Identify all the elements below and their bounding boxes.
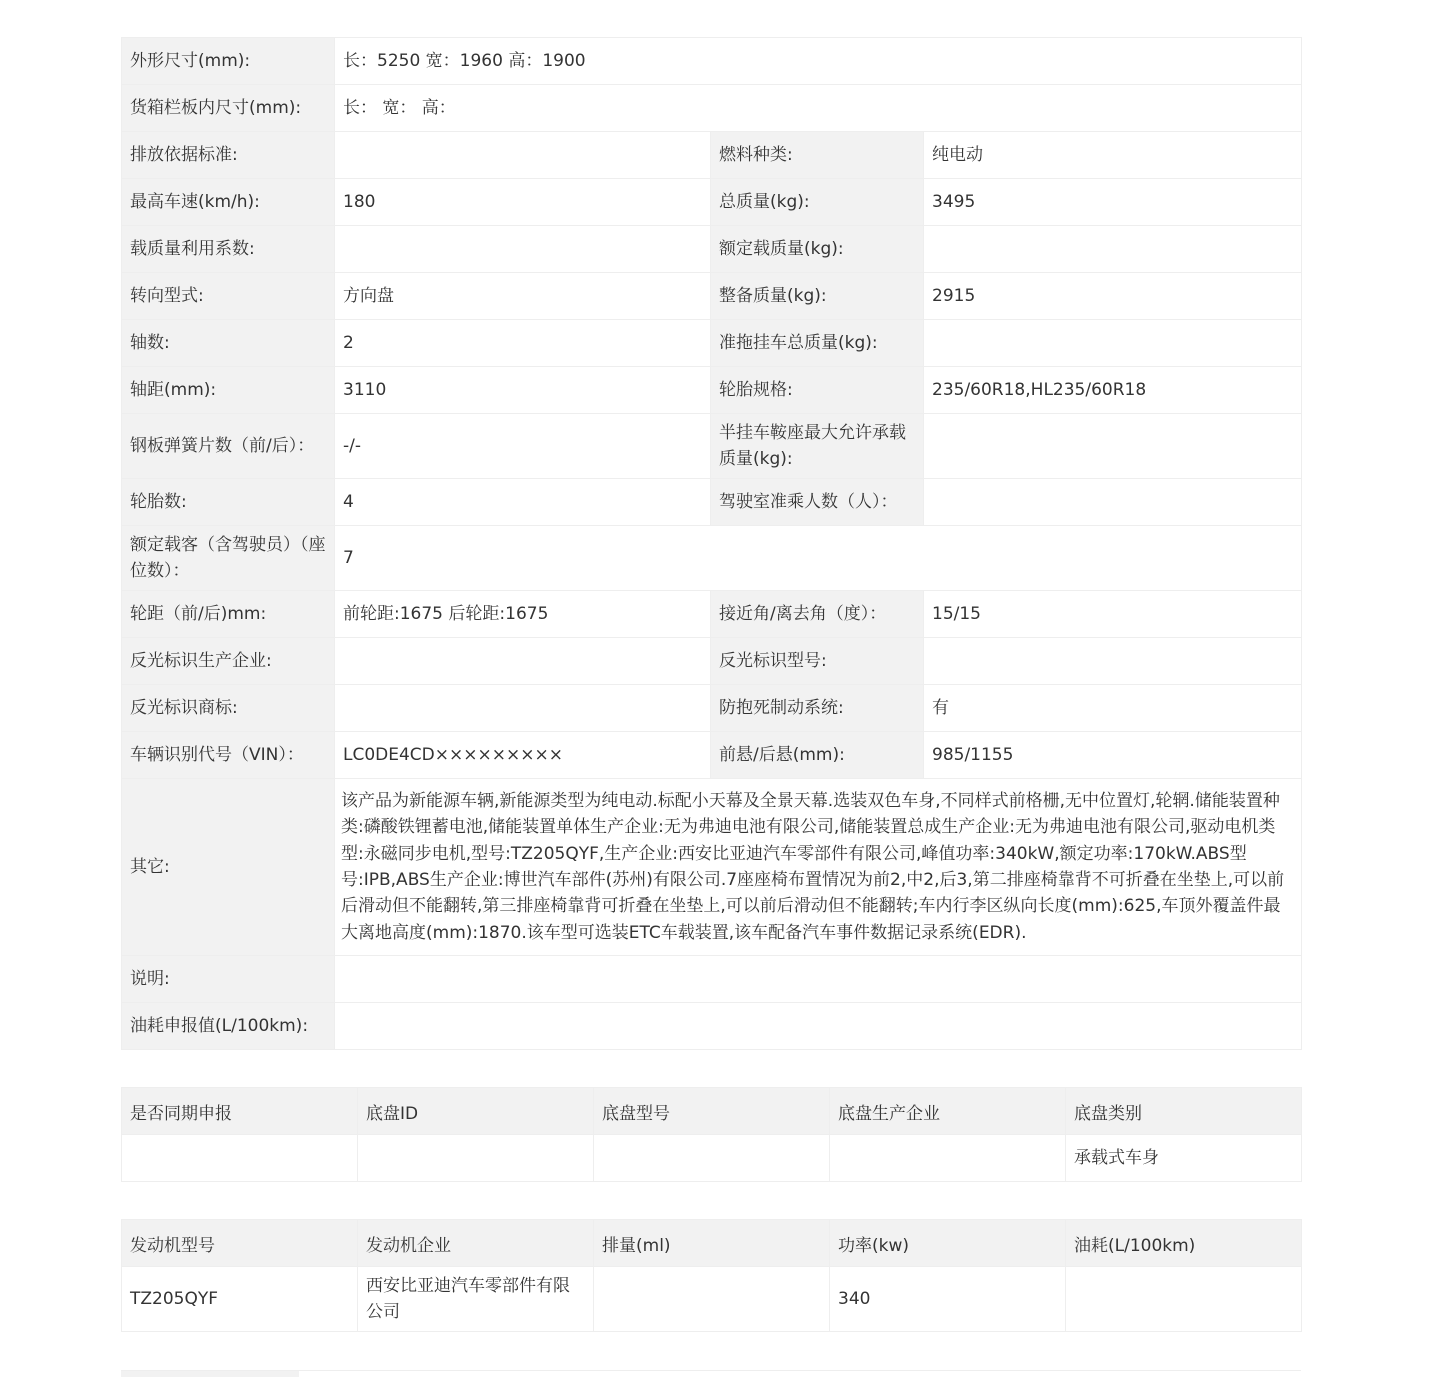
saddle-load-label: 半挂车鞍座最大允许承载质量(kg):: [711, 414, 924, 479]
chassis-cell: [358, 1135, 594, 1182]
steering-value: 方向盘: [335, 273, 711, 320]
cab-seats-value: [924, 479, 1302, 526]
axles-value: 2: [335, 320, 711, 367]
other-value: 该产品为新能源车辆,新能源类型为纯电动.标配小天幕及全景天幕.选装双色车身,不同样式前格栅,无中位置灯,轮辋.储能装置种类:磷酸铁锂蓄电池,储能装置单体生产企业:无为弗迪电池有限公司,储能装置总成生产企业:无为弗迪电池有限公司,驱动电机类型:永磁同步电机,型号:TZ205QYF,生产企业:西安比亚迪汽车零部件有限公司,峰值功率:340kW,额定功率:170kW.ABS型号:IPB,ABS生产企业:博世汽车部件(苏州)有限公司.7座座椅布置情况为前2,中2,后3,第二排座椅靠背不可折叠在坐垫上,可以前后滑动但不能翻转,第三排座椅靠背可折叠在坐垫上,可以前后滑动但不能翻转;车内行李区纵向长度(mm):625,车顶外覆盖件最大离地高度(mm):1870.该车型可选装ETC车载装置,该车配备汽车事件数据记录系统(EDR).: [335, 779, 1302, 956]
spec-row: [122, 732, 1302, 779]
chassis-header-cell: 底盘型号: [594, 1088, 830, 1135]
total-mass-value: 3495: [924, 179, 1302, 226]
saddle-load-value: [924, 414, 1302, 479]
outer-size-value: 长：5250 宽：1960 高：1900: [335, 38, 1302, 85]
chassis-cell: [122, 1135, 358, 1182]
spec-row: [122, 779, 1302, 956]
engine-header-row: [122, 1220, 1302, 1267]
other-label: 其它:: [122, 779, 335, 956]
engine-cell: [1066, 1267, 1302, 1332]
axles-label: 轴数:: [122, 320, 335, 367]
engine-cell: TZ205QYF: [122, 1267, 358, 1332]
engine-header-cell: 排量(ml): [594, 1220, 830, 1267]
engine-header-cell: 发动机型号: [122, 1220, 358, 1267]
spec-row: [122, 526, 1302, 591]
wheelbase-label: 轴距(mm):: [122, 367, 335, 414]
spec-row: [122, 479, 1302, 526]
vehicle-spec-document: [121, 37, 1301, 1332]
curb-mass-label: 整备质量(kg):: [711, 273, 924, 320]
emission-std-value: [335, 132, 711, 179]
overhang-label: 前悬/后悬(mm):: [711, 732, 924, 779]
curb-mass-value: 2915: [924, 273, 1302, 320]
spec-row: [122, 273, 1302, 320]
chassis-cell: [830, 1135, 1066, 1182]
tire-count-label: 轮胎数:: [122, 479, 335, 526]
chassis-header-row: [122, 1088, 1302, 1135]
tire-spec-value: 235/60R18,HL235/60R18: [924, 367, 1302, 414]
reflector-model-label: 反光标识型号:: [711, 638, 924, 685]
reflector-maker-value: [335, 638, 711, 685]
spec-table: [121, 37, 1302, 1050]
chassis-header-cell: 底盘生产企业: [830, 1088, 1066, 1135]
engine-header-cell: 油耗(L/100km): [1066, 1220, 1302, 1267]
steering-label: 转向型式:: [122, 273, 335, 320]
track-value: 前轮距:1675 后轮距:1675: [335, 591, 711, 638]
angles-value: 15/15: [924, 591, 1302, 638]
spec-row: [122, 38, 1302, 85]
cab-seats-label: 驾驶室准乘人数（人）：: [711, 479, 924, 526]
engine-cell: [594, 1267, 830, 1332]
passengers-label: 额定载客（含驾驶员）（座位数）：: [122, 526, 335, 591]
max-speed-label: 最高车速(km/h):: [122, 179, 335, 226]
engine-header-cell: 功率(kw): [830, 1220, 1066, 1267]
total-mass-label: 总质量(kg):: [711, 179, 924, 226]
angles-label: 接近角/离去角（度）：: [711, 591, 924, 638]
cargo-size-label: 货箱栏板内尺寸(mm):: [122, 85, 335, 132]
engine-header-cell: 发动机企业: [358, 1220, 594, 1267]
fuel-type-value: 纯电动: [924, 132, 1302, 179]
spec-row: [122, 591, 1302, 638]
spec-row: [122, 85, 1302, 132]
spec-row: [122, 685, 1302, 732]
tow-mass-value: [924, 320, 1302, 367]
leaf-spring-label: 钢板弹簧片数（前/后）：: [122, 414, 335, 479]
max-speed-value: 180: [335, 179, 711, 226]
abs-value: 有: [924, 685, 1302, 732]
vin-label: 车辆识别代号（VIN）：: [122, 732, 335, 779]
tire-spec-label: 轮胎规格:: [711, 367, 924, 414]
table-row: [122, 1267, 1302, 1332]
fuel-decl-label: 油耗申报值(L/100km):: [122, 1003, 335, 1050]
chassis-cell: 承载式车身: [1066, 1135, 1302, 1182]
chassis-header-cell: 底盘类别: [1066, 1088, 1302, 1135]
fuel-decl-value: [335, 1003, 1302, 1050]
emission-std-label: 排放依据标准:: [122, 132, 335, 179]
engine-table: [121, 1219, 1302, 1332]
cargo-size-value: 长： 宽： 高：: [335, 85, 1302, 132]
tire-count-value: 4: [335, 479, 711, 526]
reflector-brand-label: 反光标识商标:: [122, 685, 335, 732]
tow-mass-label: 准拖挂车总质量(kg):: [711, 320, 924, 367]
reflector-model-value: [924, 638, 1302, 685]
spec-row: [122, 956, 1302, 1003]
reflector-brand-value: [335, 685, 711, 732]
wheelbase-value: 3110: [335, 367, 711, 414]
note-label: 说明:: [122, 956, 335, 1003]
chassis-header-cell: 底盘ID: [358, 1088, 594, 1135]
engine-cell: 西安比亚迪汽车零部件有限公司: [358, 1267, 594, 1332]
spec-row: [122, 226, 1302, 273]
next-table-header-cell: [121, 1371, 299, 1377]
spec-row: [122, 367, 1302, 414]
spec-row: [122, 414, 1302, 479]
load-coef-value: [335, 226, 711, 273]
fuel-type-label: 燃料种类:: [711, 132, 924, 179]
chassis-header-cell: 是否同期申报: [122, 1088, 358, 1135]
spec-row: [122, 1003, 1302, 1050]
reflector-maker-label: 反光标识生产企业:: [122, 638, 335, 685]
spec-row: [122, 179, 1302, 226]
load-coef-label: 载质量利用系数:: [122, 226, 335, 273]
note-value: [335, 956, 1302, 1003]
passengers-value: 7: [335, 526, 1302, 591]
outer-size-label: 外形尺寸(mm):: [122, 38, 335, 85]
spec-row: [122, 320, 1302, 367]
abs-label: 防抱死制动系统:: [711, 685, 924, 732]
spec-row: [122, 132, 1302, 179]
vin-value: LC0DE4CD×××××××××: [335, 732, 711, 779]
engine-cell: 340: [830, 1267, 1066, 1332]
spec-row: [122, 638, 1302, 685]
overhang-value: 985/1155: [924, 732, 1302, 779]
chassis-table: [121, 1087, 1302, 1182]
rated-load-label: 额定载质量(kg):: [711, 226, 924, 273]
table-row: [122, 1135, 1302, 1182]
chassis-cell: [594, 1135, 830, 1182]
leaf-spring-value: -/-: [335, 414, 711, 479]
rated-load-value: [924, 226, 1302, 273]
track-label: 轮距（前/后)mm:: [122, 591, 335, 638]
